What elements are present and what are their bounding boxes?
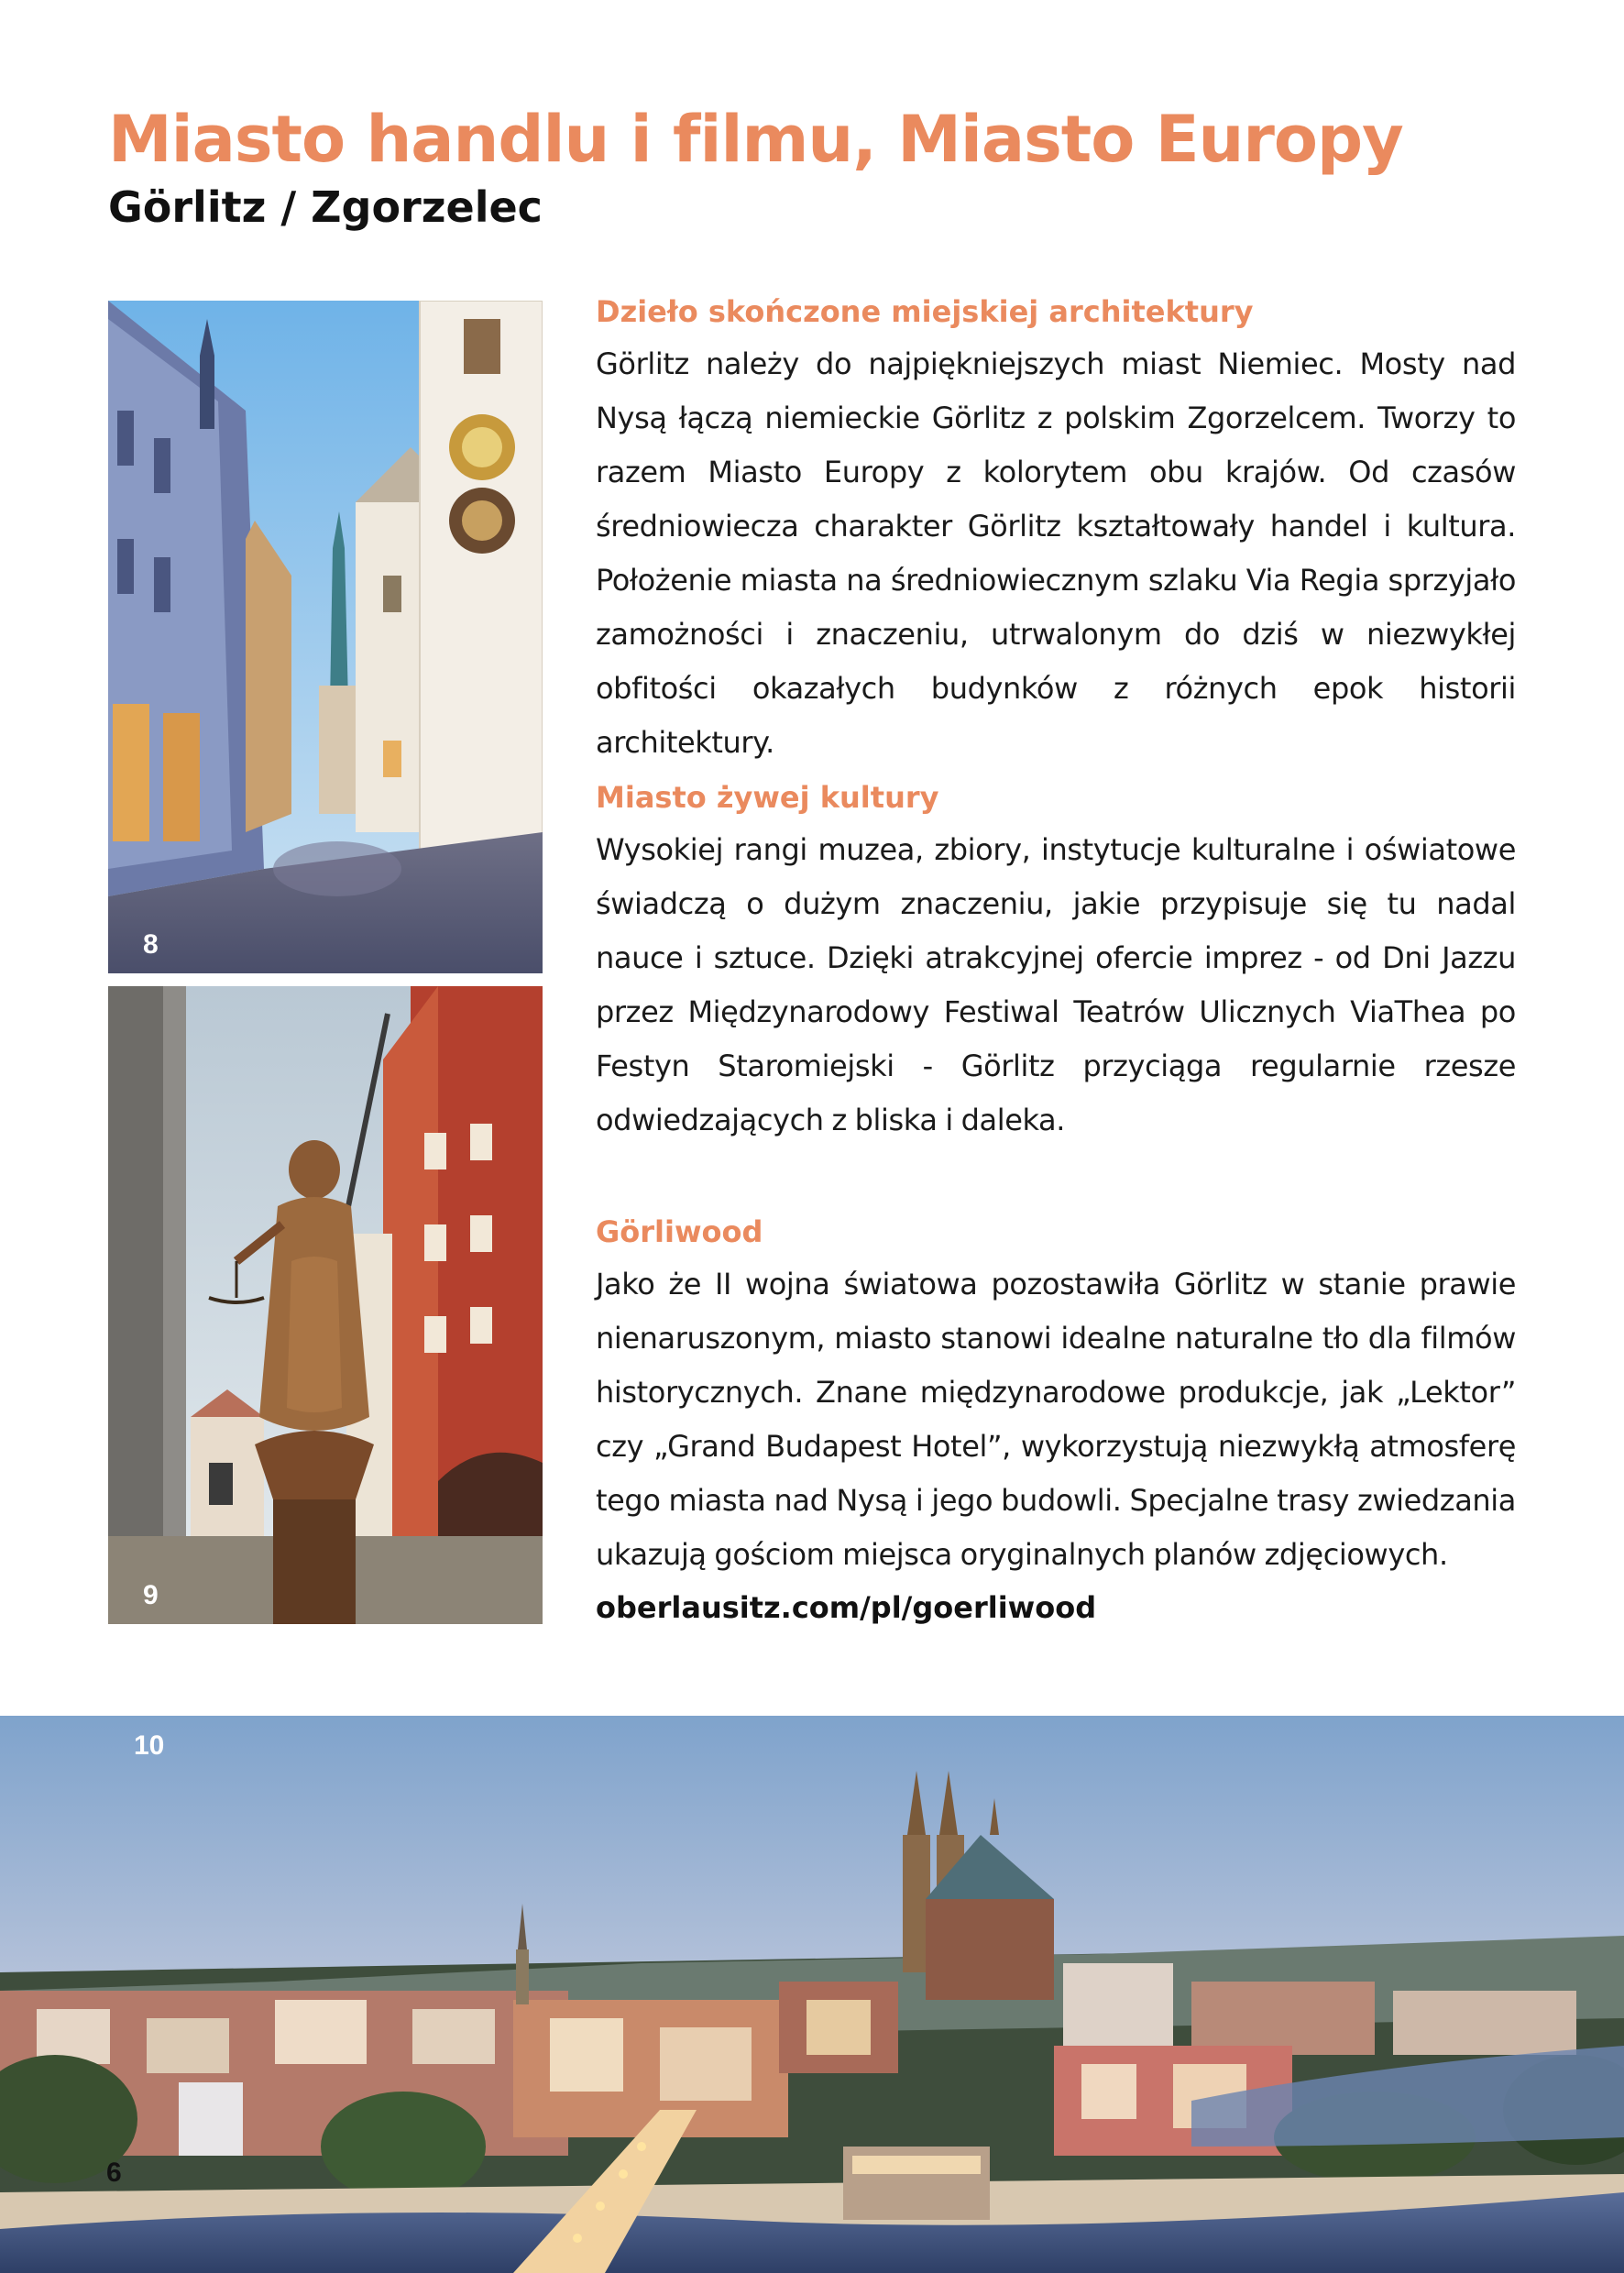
section-body: Jako że II wojna światowa pozostawiła Görlitz w stanie prawie nienaruszonym, miasto stanowi idealne naturalne tło dla filmów historycznych. Znane międzynarodowe produkcje, jak „Lektor” czy „Grand Budapest Hotel”, wykorzystują niezwykłą atmosferę tego miasta nad Nysą i jego budowli. Specjalne trasy zwiedzania ukazują gościom miejsca oryginalnych planów zdjęciowych. — [596, 1267, 1516, 1572]
photo-number: 9 — [143, 1580, 159, 1610]
page-subtitle: Görlitz / Zgorzelec — [108, 182, 543, 232]
section-body: Wysokiej rangi muzea, zbiory, instytucje kulturalne i oświatowe świadczą o dużym znaczeniu, jakie przypisuje się tu nadal nauce i sztuce. Dzięki atrakcyjnej ofercie imprez - od Dni Jazzu przez Międzynarodowy Festiwal Teatrów Ulicznych ViaThea po Festyn Staromiejski - Görlitz przyciąga regularnie rzesze odwiedzających z bliska i daleka. — [596, 832, 1516, 1137]
old-town-street-photo — [108, 301, 543, 973]
page-title: Miasto handlu i filmu, Miasto Europy — [108, 102, 1403, 177]
section-culture — [596, 777, 1516, 1147]
goerliwood-link[interactable]: oberlausitz.com/pl/goerliwood — [596, 1590, 1097, 1625]
section-goerliwood — [596, 1212, 1516, 1633]
section-heading: Görliwood — [596, 1214, 763, 1249]
section-heading: Miasto żywej kultury — [596, 780, 939, 815]
section-heading: Dzieło skończone miejskiej architektury — [596, 294, 1254, 329]
photo-number: 8 — [143, 929, 159, 960]
section-body: Görlitz należy do najpiękniejszych miast Niemiec. Mosty nad Nysą łączą niemieckie Görlitz z polskim Zgorzelcem. Tworzy to razem Miasto Europy z kolorytem obu krajów. Od czasów średniowiecza charakter Görlitz kształtowały handel i kultura. Położenie miasta na średniowiecznym szlaku Via Regia sprzyjało zamożności i znaczeniu, utrwalonym do dziś w niezwykłej obfitości okazałych budynków z różnych epok historii architektury. — [596, 346, 1516, 760]
justice-statue-photo — [108, 986, 543, 1624]
city-panorama-photo — [0, 1716, 1624, 2273]
photo-number: 10 — [134, 1730, 165, 1761]
page-number: 6 — [106, 2158, 122, 2188]
section-architecture — [596, 291, 1516, 770]
